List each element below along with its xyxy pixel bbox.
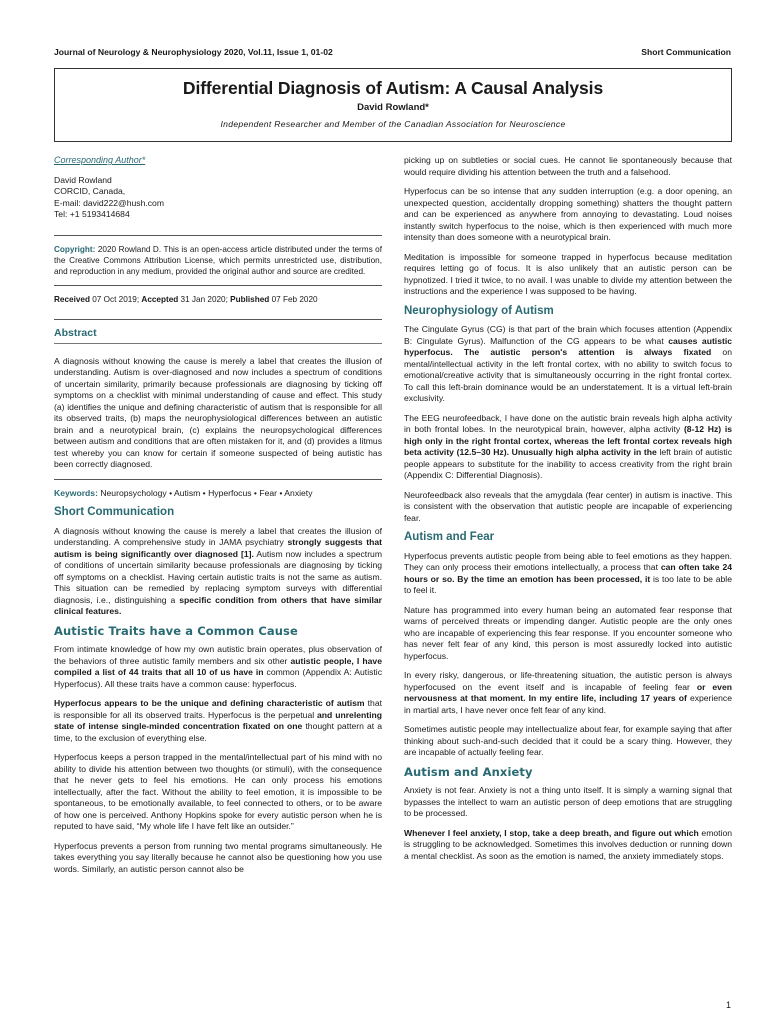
page-number: 1 xyxy=(725,1000,731,1010)
paragraph: From intimate knowledge of how my own autistic brain operates, plus observation of the behaviors of three autistic family members and six other autistic people, I have compiled a list of 44 traits that all 10 of us have in common (Appendix A: Autistic Hyperfocus). All these traits have a common cause: hyperfocus. xyxy=(54,644,382,689)
section-heading-autism-anxiety: Autism and Anxiety xyxy=(404,764,533,779)
paragraph: Hyperfocus keeps a person trapped in the mental/intellectual part of his mind with no ability to divide his attention between two thoughts (or stimuli), with the consequence that he never gets to feel his emotions. He can only process his emotions intellectually, after the fact. Without the ability to feel emotion, it is impossible to be spontaneous, to be emotionally available, to feel connected to others, or to be aware of how one is perceived. Anthony Hopkins spoke for every autistic person when he is reputed to have said, “My whole life I have felt like an outsider.” xyxy=(54,752,382,831)
title-box xyxy=(54,68,732,142)
paragraph: The Cingulate Gyrus (CG) is that part of the brain which focuses attention (Appendix B: Cingulate Gyrus). Malfunction of the CG appears to be what causes autistic hyperfocus. The autistic person's attention is always fixated on mental/intellectual activity in the left frontal cortex, with no ability to switch focus to emotional/creative activity that is simultaneously occurring in the right frontal cortex. To call this left-brain dominance would be an understatement. It is a virtual left-brain exclusivity. xyxy=(404,324,733,403)
author-affiliation: Independent Researcher and Member of the Canadian Association for Neuroscience xyxy=(220,119,566,129)
article-dates: Received 07 Oct 2019; Accepted 31 Jan 2020; Published 07 Feb 2020 xyxy=(54,294,318,304)
journal-citation: Journal of Neurology & Neurophysiology 2020, Vol.11, Issue 1, 01-02 xyxy=(54,47,333,57)
paragraph: Hyperfocus can be so intense that any sudden interruption (e.g. a door opening, an unexpected question, accidentally dropping something) shatters the thought pattern and can be experienced as anywhere from annoying to devastating. Loud noises instantly switch hyperfocus to the noise, which is then experienced with much more intensity than does someone with a neurotypical brain. xyxy=(404,186,732,242)
paragraph: picking up on subtleties or social cues. He cannot lie spontaneously because that would require dividing his attention between the truth and a falsehood. xyxy=(404,155,732,177)
paragraph: The EEG neurofeedback, I have done on the autistic brain reveals high alpha activity in both frontal lobes. In the neurotypical brain, however, alpha activity (8-12 Hz) is high only in the right frontal cortex, whereas the left frontal cortex reveals high beta activity (12.5–30 Hz). Unusually high alpha activity in the left brain of autistic people appears to substitute for the inability to access creativity from the right brain (Appendix C: Differential Diagnosis). xyxy=(404,412,732,480)
paragraph: Meditation is impossible for someone trapped in hyperfocus because meditation requires letting go of focus. It is also unlikely that an autistic person can be hypnotized. I tried it twice, to no avail. I was unable to divide my attention between the instructions and the experience I was supposed to be having. xyxy=(404,251,732,296)
section-heading-autistic-traits: Autistic Traits have a Common Cause xyxy=(54,623,298,638)
paragraph: A diagnosis without knowing the cause is merely a label that creates the illusion of understanding. A comprehensive study in JAMA psychiatry strongly suggests that autism is being significantly over diagnosed [1]. Autism now includes a spectrum of conditions of uncertain similarity because professionals are diagnosing by ticking off symptoms on a checklist. Having certain autistic traits is not the same as autism. This situation can be remedied by replacing symptom surveys with differential diagnosis, i.e., distinguishing a specific condition from others that have similar clinical features. xyxy=(54,525,383,616)
paragraph: Hyperfocus prevents a person from running two mental programs simultaneously. He takes everything you say literally because he cannot also be questioning how you use words. Similarly, an autistic person cannot also be xyxy=(54,840,382,874)
paragraph: In every risky, dangerous, or life-threatening situation, the autistic person is always hyperfocused on the event itself and is incapable of feeling fear or even nervousness at that moment. In my entire life, including 17 years of experience in martial arts, I have never once felt fear of any kind. xyxy=(404,670,732,715)
paragraph: Sometimes autistic people may intellectualize about fear, for example saying that after thinking about such-and-such decided that it could be a scary thing. However, they are incapable of actually feeling fear. xyxy=(404,724,732,757)
corr-email[interactable]: E-mail: david222@hush.com xyxy=(54,197,164,208)
corr-line: David Rowland xyxy=(54,174,112,185)
paragraph: Hyperfocus prevents autistic people from being able to feel emotions as they happen. They can only process their emotions intellectually, a process that can often take 24 hours or so. By the time an emotion has been processed, it is too late to be able to feel it. xyxy=(404,550,733,595)
corresponding-author-heading: Corresponding Author* xyxy=(54,155,146,165)
copyright-notice: Copyright: 2020 Rowland D. This is an open-access article distributed under the terms of the Creative Commons Attribution License, which permits unrestricted use, distribution, and reproduction in any medium, provided the original author and source are credited. xyxy=(54,244,382,276)
corresponding-author-block xyxy=(54,175,382,221)
divider xyxy=(54,479,382,480)
right-column xyxy=(404,155,732,870)
section-heading-short-communication: Short Communication xyxy=(54,506,175,518)
paragraph: Whenever I feel anxiety, I stop, take a deep breath, and figure out which emotion is struggling to be acknowledged. Sometimes this involves deduction or running down a mental checklist. As soon as the emotion is named, the anxiety immediately stops. xyxy=(404,827,733,861)
article-type: Short Communication xyxy=(641,47,731,57)
section-heading-autism-fear: Autism and Fear xyxy=(404,531,495,543)
corr-line: CORCID, Canada, xyxy=(54,186,126,196)
section-heading-neurophysiology: Neurophysiology of Autism xyxy=(404,304,554,317)
paragraph: Nature has programmed into every human being an automated fear response that warns of perceived threats or impending danger. Autistic people are the only ones who are incapable of experiencing this fear response. If you encounter someone who has never felt fear of any kind, this person is most assuredly locked into autistic hyperfocus. xyxy=(404,604,732,661)
abstract-text: A diagnosis without knowing the cause is merely a label that creates the illusion of understanding. Autism is over-diagnosed and now includes a spectrum of conditions of uncertain similarity, primarily because professionals are diagnosing by ticking off symptoms on a checklist with minimal understanding of cause and effect. This study (a) identifies the unique and defining characteristic of autism that is responsible for all its observed traits, (b) maps the neurophysiological differences between an autistic brain and a neurotypical brain, (c) explains the neuropsychological differences between autism and conditions that are often mistaken for it, and (d) provides a litmus test whereby you can know for certain if someone suspected of being autistic has been correctly diagnosed. xyxy=(54,355,382,469)
paragraph: Anxiety is not fear. Anxiety is not a thing unto itself. It is simply a warning signal that bypasses the intellect to warn an autistic person of deep emotions that are struggling to be processed. xyxy=(404,785,732,818)
left-column xyxy=(54,155,382,883)
corr-phone: Tel: +1 5193414684 xyxy=(54,209,130,219)
paragraph: Neurofeedback also reveals that the amygdala (fear center) in autism is inactive. This is consistent with the observation that autistic people are incapable of experiencing fear. xyxy=(404,489,732,523)
divider xyxy=(54,285,382,286)
divider xyxy=(54,235,382,236)
author-name: David Rowland* xyxy=(357,102,429,113)
divider xyxy=(54,319,382,320)
article-title: Differential Diagnosis of Autism: A Causal Analysis xyxy=(182,78,604,98)
abstract-heading: Abstract xyxy=(54,328,382,344)
keywords: Keywords: Neuropsychology • Autism • Hyperfocus • Fear • Anxiety xyxy=(54,487,313,498)
paragraph: Hyperfocus appears to be the unique and defining characteristic of autism that is responsible for all its observed traits. Hyperfocus is the perpetual and unrelenting state of intense single-minded concentration fixated on one thought pattern at a time, to the exclusion of everything else. xyxy=(54,698,382,743)
